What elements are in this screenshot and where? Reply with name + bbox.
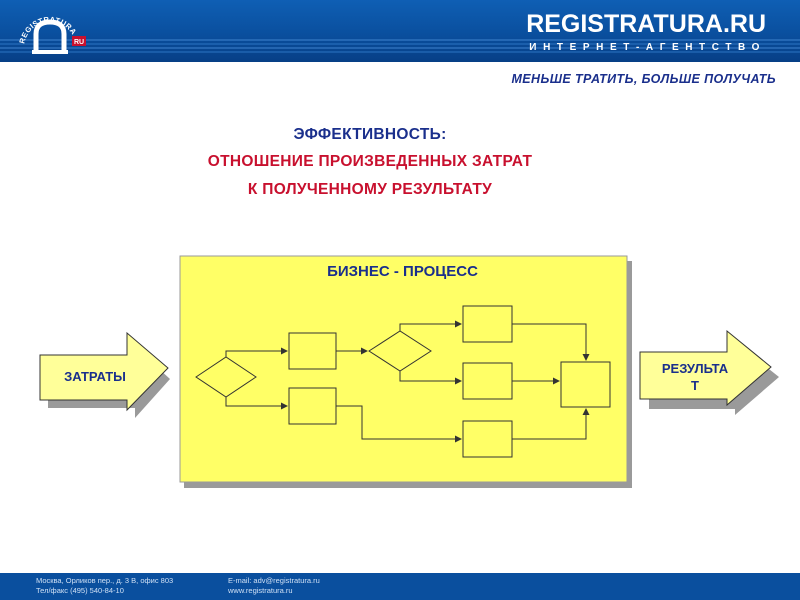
logo-badge: RU: [73, 39, 85, 46]
footer-contacts: [36, 576, 173, 596]
footer-address: Москва, Орликов пер., д. 3 В, офис 803: [36, 576, 174, 585]
output-label-line-2: Т: [691, 378, 699, 393]
headline-line-3: К ПОЛУЧЕННОМУ РЕЗУЛЬТАТУ: [247, 181, 493, 198]
output-arrow-label: [645, 360, 745, 394]
slogan: МЕНЬШЕ ТРАТИТЬ, БОЛЬШЕ ПОЛУЧАТЬ: [511, 72, 776, 86]
footer-website[interactable]: www.registratura.ru: [228, 586, 293, 595]
footer-bar: [0, 573, 800, 600]
process-step-5: [463, 421, 512, 457]
process-step-2: [289, 388, 336, 424]
headline-line-2: ОТНОШЕНИЕ ПРОИЗВЕДЕННЫХ ЗАТРАТ: [207, 153, 533, 170]
footer-online: [228, 576, 320, 596]
input-arrow-label: ЗАТРАТЫ: [64, 369, 126, 384]
logo-arc-text: REGISTRATURA: [17, 14, 79, 45]
process-step-3: [463, 306, 512, 342]
output-label-line-1: РЕЗУЛЬТА: [661, 361, 729, 376]
footer-email[interactable]: E-mail: adv@registratura.ru: [228, 576, 320, 585]
headline-line-1: ЭФФЕКТИВНОСТЬ:: [293, 126, 447, 143]
footer-phone: Тел/факс (495) 540-84-10: [36, 586, 124, 595]
process-step-4: [463, 363, 512, 399]
brand-name: REGISTRATURA.RU: [526, 10, 766, 38]
process-step-final: [561, 362, 610, 407]
process-title: БИЗНЕС - ПРОЦЕСС: [327, 263, 478, 280]
brand-tagline: ИНТЕРНЕТ-АГЕНТСТВО: [529, 42, 766, 53]
process-step-1: [289, 333, 336, 369]
